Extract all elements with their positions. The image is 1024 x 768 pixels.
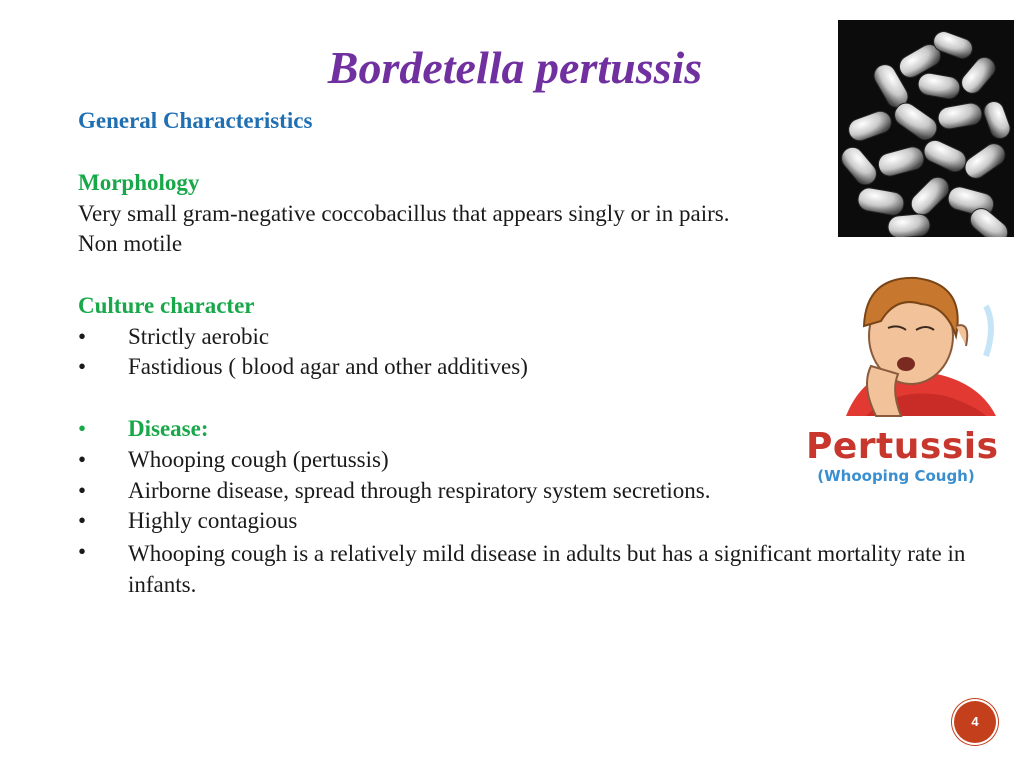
bullet-dot: • — [78, 478, 87, 503]
bullet-dot: • — [78, 354, 87, 379]
disease-bullet-text: Whooping cough is a relatively mild disease in adults but has a significant mortality rate in infants. — [128, 541, 966, 597]
page-number-badge: 4 — [954, 701, 996, 743]
bullet-dot: • — [78, 508, 87, 533]
disease-bullet-text: Airborne disease, spread through respiratory system secretions. — [128, 478, 711, 503]
bullet-dot: • — [78, 324, 87, 349]
coughing-boy-icon — [806, 266, 1006, 431]
disease-bullet-text: Whooping cough (pertussis) — [128, 447, 389, 472]
culture-bullet-text: Fastidious ( blood agar and other additives) — [128, 354, 528, 379]
bullet-dot: • — [78, 539, 87, 564]
bullet-dot: • — [78, 416, 87, 441]
culture-bullet-text: Strictly aerobic — [128, 324, 270, 349]
morphology-line-2: Non motile — [78, 231, 183, 256]
section-general-characteristics: General Characteristics — [78, 108, 313, 133]
disease-bullet-text: Highly contagious — [128, 508, 298, 533]
caption-title: Pertussis — [806, 426, 999, 467]
morphology-line-1: Very small gram-negative coccobacillus that appears singly or in pairs. — [78, 201, 730, 226]
section-culture-character: Culture character — [78, 293, 255, 318]
caption-subtitle: (Whooping Cough) — [817, 467, 975, 485]
bacteria-micrograph-icon — [838, 20, 1014, 237]
disease-heading: Disease: — [128, 416, 209, 441]
bullet-dot: • — [78, 447, 87, 472]
section-morphology: Morphology — [78, 170, 200, 195]
slide-title: Bordetella pertussis — [327, 42, 703, 93]
cartoon-caption — [806, 426, 999, 486]
bacteria-micrograph-image — [838, 20, 1014, 237]
